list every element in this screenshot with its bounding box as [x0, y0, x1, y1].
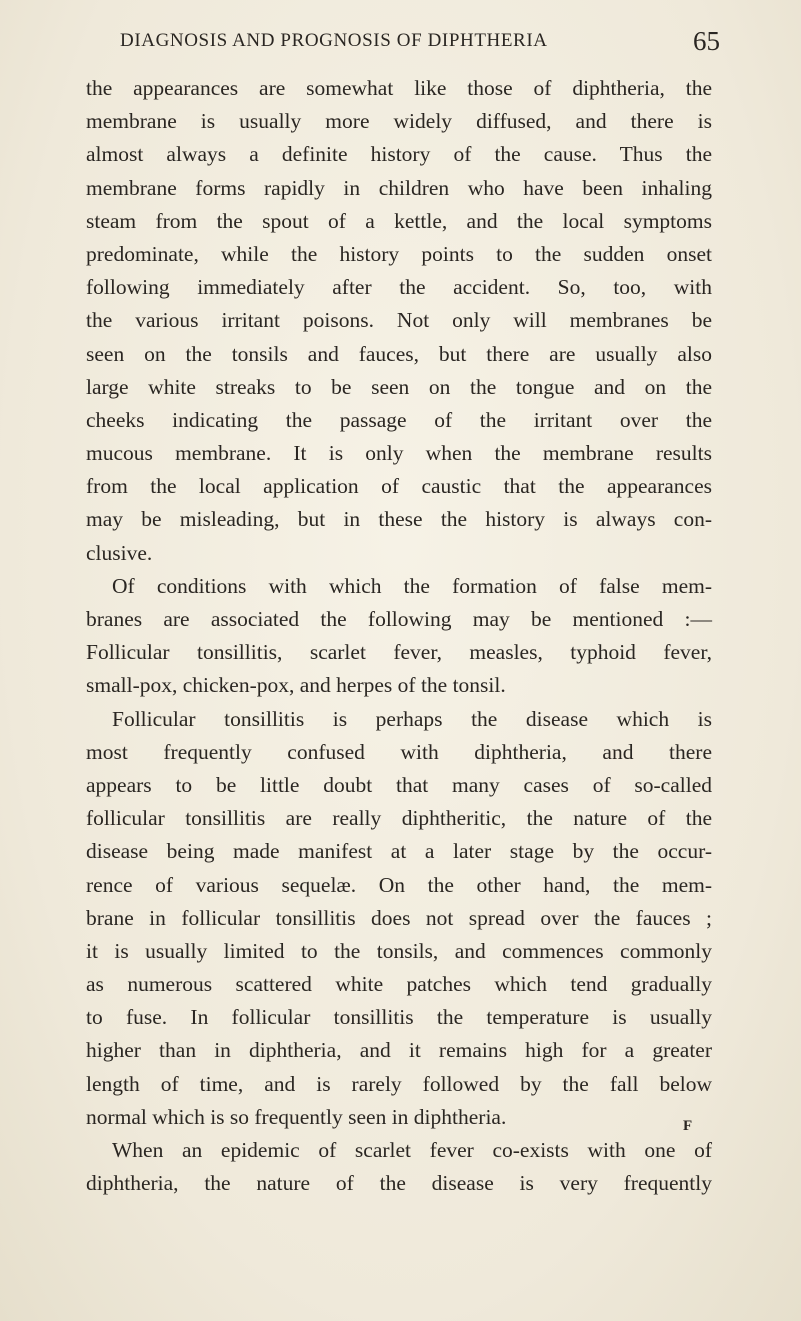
- signature-mark: F: [683, 1118, 693, 1134]
- text-line: brane in follicular tonsillitis does not spread over the fauces ;: [86, 905, 712, 930]
- running-title: DIAGNOSIS AND PROGNOSIS OF DIPHTHERIA: [120, 30, 548, 51]
- text-line: may be misleading, but in these the history is always con-: [86, 507, 712, 532]
- text-line: small-pox, chicken-pox, and herpes of the tonsil.: [86, 673, 506, 698]
- text-line: higher than in diphtheria, and it remains high for a greater: [86, 1038, 712, 1063]
- text-line: appears to be little doubt that many cases of so-called: [86, 772, 712, 797]
- text-line: membrane is usually more widely diffused, and there is: [86, 109, 712, 134]
- text-line: follicular tonsillitis are really diphtheritic, the nature of the: [86, 806, 712, 831]
- text-line: seen on the tonsils and fauces, but there are usually also: [86, 341, 712, 366]
- text-line: as numerous scattered white patches which tend gradually: [86, 972, 712, 997]
- text-line: large white streaks to be seen on the tongue and on the: [86, 374, 712, 399]
- text-line: almost always a definite history of the cause. Thus the: [86, 142, 712, 167]
- text-line: membrane forms rapidly in children who have been inhaling: [86, 175, 712, 200]
- text-line: Follicular tonsillitis, scarlet fever, measles, typhoid fever,: [86, 640, 712, 665]
- text-line: branes are associated the following may be mentioned :—: [86, 607, 712, 631]
- text-line: the various irritant poisons. Not only will membranes be: [86, 308, 712, 333]
- text-line: rence of various sequelæ. On the other hand, the mem-: [86, 872, 712, 897]
- paragraph-start-line: Follicular tonsillitis is perhaps the disease which is: [112, 706, 712, 731]
- text-line: the appearances are somewhat like those of diphtheria, the: [86, 76, 712, 100]
- text-line: most frequently confused with diphtheria, and there: [86, 739, 712, 764]
- text-line: predominate, while the history points to the sudden onset: [86, 241, 712, 266]
- text-line: following immediately after the accident. So, too, with: [86, 275, 712, 300]
- text-line: mucous membrane. It is only when the membrane results: [86, 441, 712, 466]
- text-line: disease being made manifest at a later stage by the occur-: [86, 839, 712, 864]
- text-line: clusive.: [86, 540, 153, 565]
- paragraph-start-line: When an epidemic of scarlet fever co-exists with one of: [112, 1138, 712, 1162]
- text-line: cheeks indicating the passage of the irritant over the: [86, 407, 712, 432]
- paragraph-start-line: Of conditions with which the formation of false mem-: [112, 573, 712, 598]
- running-header: [120, 26, 720, 60]
- body-text: [86, 72, 712, 1200]
- text-line: length of time, and is rarely followed by the fall below: [86, 1071, 712, 1096]
- text-line: from the local application of caustic that the appearances: [86, 474, 712, 499]
- text-line: diphtheria, the nature of the disease is very frequently: [86, 1171, 712, 1196]
- text-line: steam from the spout of a kettle, and the local symptoms: [86, 208, 712, 233]
- text-line: to fuse. In follicular tonsillitis the temperature is usually: [86, 1005, 712, 1030]
- text-line: it is usually limited to the tonsils, and commences commonly: [86, 938, 712, 963]
- text-line: normal which is so frequently seen in diphtheria.: [86, 1104, 507, 1129]
- page-number: 65: [693, 26, 720, 56]
